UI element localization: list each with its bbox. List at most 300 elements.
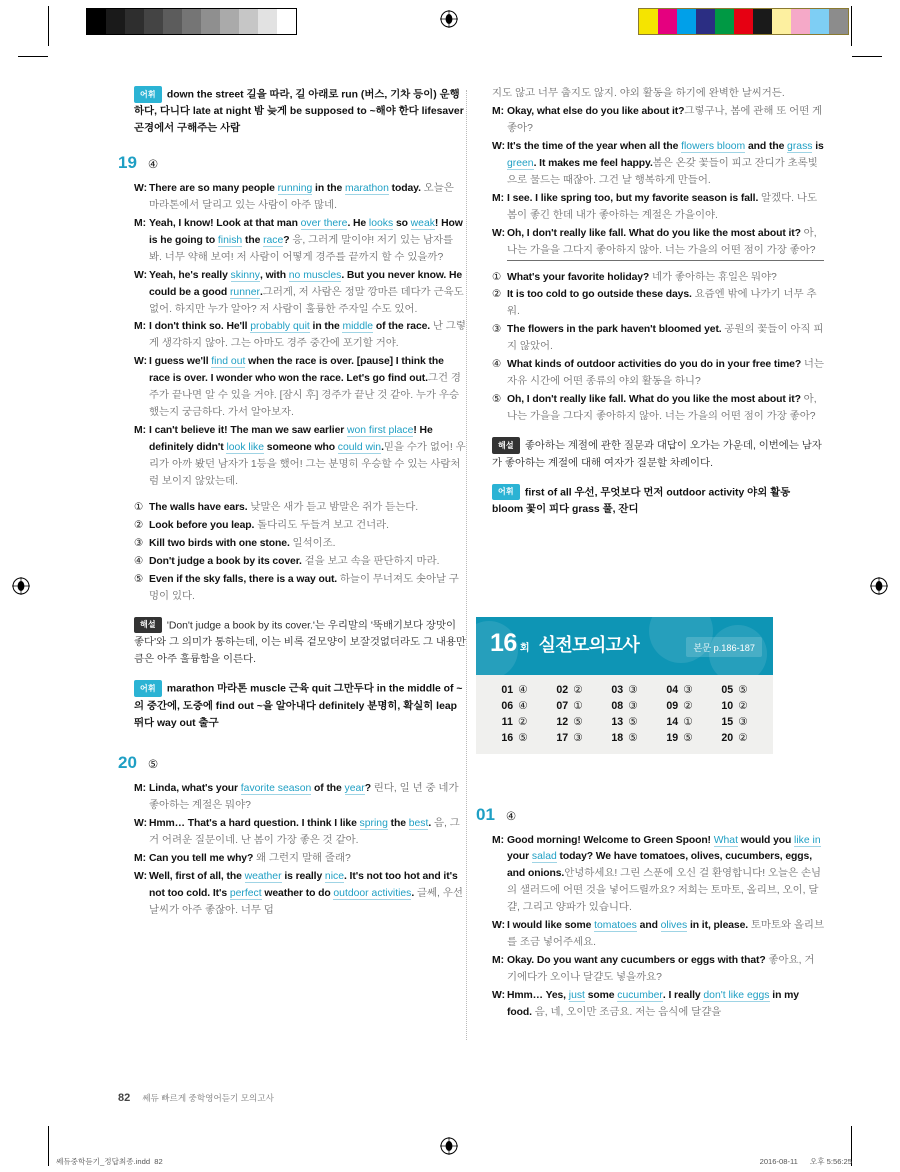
speaker-label: M: bbox=[492, 955, 505, 967]
dialogue-01 bbox=[476, 833, 824, 1022]
registration-mark-bottom bbox=[440, 1137, 458, 1155]
page-reference-badge: 본문 p.186-187 bbox=[686, 637, 762, 657]
dialogue-line bbox=[118, 851, 466, 868]
keyword: finish bbox=[217, 234, 243, 246]
keyword: best bbox=[408, 817, 429, 829]
dialogue-text bbox=[149, 268, 466, 319]
choice-english: Look before you leap. bbox=[149, 519, 258, 531]
dialogue-line bbox=[476, 833, 824, 918]
choice-english: Kill two birds with one stone. bbox=[149, 537, 293, 549]
answer-value: ④ bbox=[518, 684, 528, 696]
answer-key-title-group bbox=[490, 631, 639, 657]
question-number: 19 bbox=[118, 153, 137, 173]
choice-english: The flowers in the park haven't bloomed yet. bbox=[507, 324, 725, 336]
answer-key-cell bbox=[708, 684, 761, 696]
explanation-text: 좋아하는 계절에 관한 질문과 대답이 오가는 가운데, 이번에는 남자가 좋아하는 계절에 대해 여자가 질문할 차례이다. bbox=[492, 440, 822, 469]
choice-text bbox=[149, 518, 466, 535]
choice-korean: 공원의 꽃들이 아직 피지 않았어. bbox=[507, 324, 824, 353]
answer-key-cell bbox=[653, 732, 706, 744]
question-answer: ⑤ bbox=[147, 759, 159, 772]
color-swatch bbox=[677, 9, 696, 34]
keyword: just bbox=[568, 990, 585, 1002]
korean-translation: 그건 경주가 끝나면 알 수 있을 거야. [잠시 후] 경주가 끝난 것 같아. 누가 우승했는지 궁금하다. 가서 알아보자. bbox=[149, 373, 461, 419]
registration-mark-right bbox=[870, 577, 888, 595]
keyword: skinny bbox=[230, 269, 260, 281]
grayscale-swatch bbox=[220, 9, 239, 34]
korean-translation: 안녕하세요! 그린 스푼에 오신 걸 환영합니다! 오늘은 손님의 샐러드에 어떤 것을 넣어드릴까요? 저희는 토마토, 올리브, 오이, 달걀, 그리고 양파가 있습니다. bbox=[507, 868, 822, 914]
answer-key-cell bbox=[543, 716, 596, 728]
korean-translation: 아, 나는 가을을 그다지 좋아하지 않아. 너는 가을의 어떤 점이 가장 좋아? bbox=[507, 227, 817, 256]
answer-key-cell bbox=[708, 716, 761, 728]
answer-key-cell bbox=[488, 716, 541, 728]
grayscale-swatch bbox=[277, 9, 296, 34]
print-timestamp: 2016-08-11 오후 5:56:25 bbox=[759, 1157, 852, 1166]
vocab-items: marathon 마라톤 muscle 근육 quit 그만두다 in the middle of ~의 중간에, 도중에 find out ~을 알아내다 definitely 분명히, 확실히 leap 뛰다 way out 출구 bbox=[134, 683, 463, 729]
answer-key-card bbox=[476, 617, 773, 754]
dialogue-line bbox=[118, 869, 466, 920]
dialogue-text bbox=[149, 319, 466, 353]
question-number: 20 bbox=[118, 753, 137, 773]
color-swatch bbox=[734, 9, 753, 34]
english-text: weather to do bbox=[261, 887, 334, 899]
korean-translation: 알겠다. 나도 봄이 좋긴 한데 내가 좋아하는 계절은 가을이야. bbox=[507, 192, 818, 221]
vocabulary-badge: 어휘 bbox=[492, 484, 520, 501]
dialogue-text bbox=[149, 816, 466, 850]
dialogue-text bbox=[507, 833, 824, 918]
dialogue-text bbox=[149, 781, 466, 815]
korean-continuation-line bbox=[476, 86, 824, 103]
choice-number: ② bbox=[492, 289, 502, 301]
choice-korean: 아, 나는 가을을 그다지 좋아하지 않아. 너는 가을의 어떤 점이 가장 좋아? bbox=[507, 394, 817, 423]
grayscale-swatch bbox=[163, 9, 182, 34]
explanation-badge: 해설 bbox=[492, 437, 520, 454]
keyword: could win bbox=[337, 442, 382, 454]
dialogue-line bbox=[476, 139, 824, 190]
keyword: nice bbox=[324, 870, 344, 882]
dialogue-line bbox=[118, 319, 466, 353]
english-text: Well, first of all, the bbox=[149, 870, 245, 882]
english-text: today. bbox=[388, 182, 424, 194]
answer-value: ③ bbox=[573, 732, 583, 744]
english-text: Okay, what else do you like about it? bbox=[507, 105, 685, 117]
english-text: . He bbox=[347, 217, 369, 229]
choice-english: Don't judge a book by its cover. bbox=[149, 555, 305, 567]
korean-translation: 오늘은 마라톤에서 달리고 있는 사람이 아주 많네. bbox=[149, 182, 454, 211]
speaker-label: M: bbox=[134, 782, 147, 794]
keyword: year bbox=[344, 782, 365, 794]
choice-korean: 일석이조. bbox=[292, 537, 336, 549]
english-text: your bbox=[507, 851, 532, 863]
dialogue-line bbox=[476, 918, 824, 952]
keyword: perfect bbox=[229, 887, 262, 899]
choice-text bbox=[507, 287, 824, 321]
english-text: , with bbox=[260, 269, 289, 281]
choice-item bbox=[134, 536, 466, 553]
korean-translation: 그렇구나, 봄에 관해 또 어떤 게 좋아? bbox=[507, 105, 823, 134]
speaker-label: W: bbox=[492, 227, 506, 239]
dialogue-text bbox=[149, 216, 466, 267]
korean-translation: 난 그렇게 생각하지 않아. 그는 아마도 경주 중간에 포기할 거야. bbox=[149, 321, 466, 350]
speaker-label: M: bbox=[134, 217, 147, 229]
color-swatch bbox=[639, 9, 658, 34]
answer-value: ⑤ bbox=[628, 716, 638, 728]
answer-question-number: 11 bbox=[501, 716, 513, 728]
speaker-label: M: bbox=[134, 321, 147, 333]
answer-key-cell bbox=[543, 700, 596, 712]
speaker-label: W: bbox=[134, 269, 148, 281]
choice-number: ② bbox=[134, 519, 144, 531]
answer-key-cell bbox=[708, 732, 761, 744]
choice-item bbox=[492, 357, 824, 391]
korean-translation: 믿을 수가 없어! 우리가 아까 봤던 남자가 1등을 했어! 그는 분명히 우승할 수 있는 사람처럼 보이지 않았는데. bbox=[149, 442, 466, 488]
choice-english: The walls have ears. bbox=[149, 502, 251, 514]
choice-item bbox=[134, 500, 466, 517]
answer-value: ① bbox=[683, 716, 693, 728]
dialogue-text bbox=[507, 226, 824, 261]
choice-text bbox=[507, 392, 824, 426]
keyword: probably quit bbox=[250, 321, 310, 333]
choice-number: ④ bbox=[134, 555, 144, 567]
grayscale-swatch bbox=[258, 9, 277, 34]
choices-20 bbox=[476, 270, 824, 427]
color-calibration-bar bbox=[638, 8, 849, 35]
keyword: tomatoes bbox=[594, 920, 637, 932]
answer-key-cell bbox=[653, 684, 706, 696]
answer-value: ③ bbox=[628, 684, 638, 696]
answer-key-header bbox=[476, 617, 773, 675]
color-swatch bbox=[753, 9, 772, 34]
english-text: I see. I like spring too, but my favorite season is fall. bbox=[507, 192, 762, 204]
dialogue-text bbox=[149, 423, 466, 491]
choice-number: ① bbox=[492, 271, 502, 283]
answer-value: ⑤ bbox=[573, 716, 583, 728]
keyword: no muscles bbox=[288, 269, 342, 281]
question-heading-20 bbox=[118, 754, 466, 772]
dialogue-line bbox=[118, 816, 466, 850]
english-text: is bbox=[812, 140, 824, 152]
choice-text bbox=[507, 357, 824, 391]
keyword: grass bbox=[787, 140, 813, 152]
answer-value: ④ bbox=[518, 700, 528, 712]
vocab-block-20 bbox=[476, 484, 824, 519]
answer-question-number: 01 bbox=[501, 684, 514, 696]
dialogue-20 bbox=[118, 781, 466, 920]
english-text: in my food. bbox=[507, 990, 799, 1019]
dialogue-line bbox=[476, 104, 824, 138]
dialogue-text bbox=[149, 851, 466, 868]
dialogue-19 bbox=[118, 181, 466, 491]
english-text: ! How is he going to bbox=[149, 217, 463, 246]
english-text: . bbox=[428, 817, 434, 829]
grayscale-swatch bbox=[87, 9, 106, 34]
crop-mark-tr-v bbox=[851, 6, 852, 46]
grayscale-swatch bbox=[106, 9, 125, 34]
answer-question-number: 04 bbox=[666, 684, 679, 696]
choice-item bbox=[492, 392, 824, 426]
english-text: in the bbox=[312, 182, 345, 194]
english-text: of the race. bbox=[373, 321, 433, 333]
english-text: . bbox=[381, 442, 384, 454]
dialogue-line bbox=[118, 216, 466, 267]
answer-question-number: 03 bbox=[611, 684, 624, 696]
choice-english: What's your favorite holiday? bbox=[507, 271, 652, 283]
answer-value: ① bbox=[573, 700, 583, 712]
color-swatch bbox=[829, 9, 848, 34]
english-text: in the bbox=[309, 321, 343, 333]
english-text: Good morning! Welcome to Green Spoon! bbox=[507, 834, 714, 846]
dialogue-text bbox=[507, 953, 824, 987]
speaker-label: W: bbox=[134, 817, 148, 829]
dialogue-line bbox=[118, 268, 466, 319]
color-swatch bbox=[791, 9, 810, 34]
keyword: won first place bbox=[346, 425, 414, 437]
english-text: Linda, what's your bbox=[149, 782, 241, 794]
answer-question-number: 19 bbox=[666, 732, 679, 744]
answer-key-cell bbox=[543, 732, 596, 744]
crop-mark-tl-h bbox=[18, 56, 48, 57]
keyword: weather bbox=[244, 870, 282, 882]
grayscale-swatch bbox=[239, 9, 258, 34]
question-block-01 bbox=[476, 806, 824, 1023]
vocab-items: down the street 길을 따라, 길 아래로 run (버스, 기차 등이) 운행하다, 다니다 late at night 밤 늦게 be supposed to ~해야 한다 lifesaver 곤경에서 구해주는 사람 bbox=[134, 89, 464, 135]
english-text: in it, please. bbox=[687, 920, 751, 932]
color-swatch bbox=[772, 9, 791, 34]
speaker-label: W: bbox=[134, 182, 148, 194]
grayscale-swatch bbox=[182, 9, 201, 34]
vocab-items: first of all 우선, 무엇보다 먼저 outdoor activity 야외 활동 bloom 꽃이 피다 grass 풀, 잔디 bbox=[492, 487, 791, 515]
answer-value: ③ bbox=[628, 700, 638, 712]
answer-key-cell bbox=[653, 700, 706, 712]
speaker-label: W: bbox=[492, 990, 506, 1002]
choice-number: ⑤ bbox=[134, 573, 144, 585]
korean-translation: 봄은 온갖 꽃들이 피고 잔디가 초록빛으로 물드는 때잖아. 그건 날 행복하게 만들어. bbox=[507, 157, 818, 186]
crop-mark-tr-h bbox=[852, 56, 882, 57]
english-text: I don't think so. He'll bbox=[149, 321, 251, 333]
dialogue-text bbox=[507, 191, 824, 225]
keyword: find out bbox=[211, 356, 246, 368]
choice-english: Even if the sky falls, there is a way out. bbox=[149, 573, 340, 585]
round-number: 16 bbox=[490, 629, 517, 657]
answer-value: ③ bbox=[738, 716, 748, 728]
dialogue-text bbox=[507, 139, 824, 190]
choice-item bbox=[134, 518, 466, 535]
korean-translation: 좋아요, 거기에다가 오이나 달걀도 넣을까요? bbox=[507, 955, 815, 984]
english-text: someone who bbox=[264, 442, 338, 454]
answer-question-number: 20 bbox=[721, 732, 734, 744]
keyword: over there bbox=[300, 217, 348, 229]
print-filename: 쎄듀중학듣기_정답최종.indd 82 bbox=[56, 1157, 163, 1166]
keyword: olives bbox=[660, 920, 688, 932]
korean-translation: 음, 그거 어려운 질문이네. 난 봄이 가장 좋은 것 같아. bbox=[149, 817, 460, 846]
speaker-label: M: bbox=[134, 425, 147, 437]
page-footer bbox=[118, 1092, 274, 1104]
answer-question-number: 13 bbox=[611, 716, 624, 728]
english-text: There are so many people bbox=[149, 182, 278, 194]
keyword: like in bbox=[794, 834, 821, 846]
english-text: ? bbox=[283, 234, 293, 246]
dialogue-line bbox=[118, 354, 466, 422]
choice-korean: 요즘엔 밖에 나가기 너무 추워. bbox=[507, 289, 817, 318]
keyword: middle bbox=[342, 321, 374, 333]
choice-korean: 겉을 보고 속을 판단하지 마라. bbox=[304, 555, 440, 567]
answer-key-cell bbox=[598, 700, 651, 712]
choice-item bbox=[134, 572, 466, 606]
korean-translation: 토마토와 올리브를 조금 넣어주세요. bbox=[507, 920, 825, 949]
dialogue-line bbox=[476, 226, 824, 261]
dialogue-line bbox=[476, 191, 824, 225]
keyword: flowers bloom bbox=[681, 140, 746, 152]
speaker-label: M: bbox=[492, 192, 505, 204]
answer-question-number: 10 bbox=[721, 700, 734, 712]
registration-mark-top bbox=[440, 10, 458, 28]
english-text: Hmm… That's a hard question. I think I like bbox=[149, 817, 360, 829]
choice-text bbox=[507, 322, 824, 356]
choice-korean: 돌다리도 두들겨 보고 건너라. bbox=[257, 519, 390, 531]
answer-question-number: 09 bbox=[666, 700, 679, 712]
explanation-block-19 bbox=[118, 617, 466, 669]
explanation-text: 'Don't judge a book by its cover.'는 우리말의 '뚝배기보다 장맛이 좋다'와 그 의미가 통하는데, 이는 비록 겉모양이 보잘것없더라도 그 내용만큼은 아주 훌륭함을 이른다. bbox=[134, 620, 466, 666]
answer-key-cell bbox=[488, 700, 541, 712]
dialogue-20-cont bbox=[476, 104, 824, 261]
keyword: cucumber bbox=[617, 990, 663, 1002]
dialogue-text bbox=[149, 869, 466, 920]
vocab-block-19 bbox=[118, 680, 466, 732]
answer-key-cell bbox=[488, 684, 541, 696]
question-heading-01 bbox=[476, 806, 824, 824]
answer-key-cell bbox=[708, 700, 761, 712]
keyword: outdoor activities bbox=[333, 887, 412, 899]
english-text: Oh, I don't really like fall. What do you like the most about it? bbox=[507, 227, 804, 239]
speaker-label: W: bbox=[492, 920, 506, 932]
choice-english: It is too cold to go outside these days. bbox=[507, 289, 695, 301]
grayscale-swatch bbox=[125, 9, 144, 34]
keyword: looks bbox=[368, 217, 394, 229]
english-text: Yeah, I know! Look at that man bbox=[149, 217, 301, 229]
choice-korean: 네가 좋아하는 휴일은 뭐야? bbox=[651, 271, 777, 283]
page-number: 82 bbox=[118, 1092, 131, 1104]
english-text: I guess we'll bbox=[149, 356, 212, 368]
answer-question-number: 05 bbox=[721, 684, 734, 696]
choice-korean: 너는 자유 시간에 어떤 종류의 야외 활동을 하니? bbox=[507, 359, 824, 388]
english-text: Hmm… Yes, bbox=[507, 990, 569, 1002]
english-text: . bbox=[411, 887, 417, 899]
choice-text bbox=[507, 270, 824, 287]
crop-mark-tl-v bbox=[48, 6, 49, 46]
english-text: of the bbox=[311, 782, 345, 794]
answer-question-number: 12 bbox=[556, 716, 569, 728]
answer-question-number: 17 bbox=[556, 732, 569, 744]
choice-text bbox=[149, 500, 466, 517]
choice-number: ④ bbox=[492, 359, 502, 371]
keyword: weak bbox=[410, 217, 435, 229]
answer-value: ③ bbox=[683, 684, 693, 696]
english-text: when the race is over. [pause] I think the race is over. I wonder who won the race. Let's go find out. bbox=[149, 356, 444, 385]
english-text: I can't believe it! The man we saw earlier bbox=[149, 425, 347, 437]
explanation-block-20 bbox=[476, 437, 824, 472]
answer-value: ⑤ bbox=[518, 732, 528, 744]
answer-key-title: 실전모의고사 bbox=[538, 635, 640, 655]
answer-question-number: 08 bbox=[611, 700, 624, 712]
answer-key-cell bbox=[598, 684, 651, 696]
english-text: the bbox=[387, 817, 409, 829]
answer-value: ② bbox=[738, 700, 748, 712]
dialogue-line bbox=[476, 953, 824, 987]
dialogue-text bbox=[507, 918, 824, 952]
dialogue-line bbox=[476, 988, 824, 1022]
dialogue-text bbox=[507, 104, 824, 138]
dialogue-line bbox=[118, 423, 466, 491]
choice-number: ⑤ bbox=[492, 394, 502, 406]
choice-item bbox=[492, 270, 824, 287]
english-text: ? bbox=[364, 782, 374, 794]
choice-text bbox=[149, 554, 466, 571]
keyword: look like bbox=[226, 442, 264, 454]
answer-value: ⑤ bbox=[628, 732, 638, 744]
answer-question-number: 06 bbox=[501, 700, 514, 712]
english-text: Yeah, he's really bbox=[149, 269, 231, 281]
korean-translation: 응, 그러게 말이야! 저기 있는 남자를 봐. 너무 약해 보여! 저 사람이 어떻게 경주를 끝까지 할 수 있을까? bbox=[149, 234, 454, 263]
explanation-badge: 해설 bbox=[134, 617, 162, 634]
color-swatch bbox=[715, 9, 734, 34]
english-text: . It makes me feel happy. bbox=[533, 157, 653, 169]
keyword: What bbox=[713, 834, 738, 846]
dialogue-line bbox=[118, 781, 466, 815]
answer-question-number: 02 bbox=[556, 684, 569, 696]
choice-english: Oh, I don't really like fall. What do you like the most about it? bbox=[507, 394, 804, 406]
answer-value: ⑤ bbox=[683, 732, 693, 744]
english-text: . I really bbox=[662, 990, 704, 1002]
answer-value: ② bbox=[683, 700, 693, 712]
color-swatch bbox=[658, 9, 677, 34]
answer-value: ② bbox=[517, 716, 528, 728]
grayscale-calibration-bar bbox=[86, 8, 297, 35]
english-text: is really bbox=[281, 870, 325, 882]
question-answer: ④ bbox=[505, 811, 517, 823]
grayscale-swatch bbox=[201, 9, 220, 34]
answer-question-number: 07 bbox=[556, 700, 569, 712]
choice-item bbox=[134, 554, 466, 571]
question-number: 01 bbox=[476, 805, 495, 824]
answer-question-number: 15 bbox=[721, 716, 734, 728]
speaker-label: M: bbox=[134, 852, 147, 864]
color-swatch bbox=[810, 9, 829, 34]
keyword: runner bbox=[229, 286, 260, 298]
english-text: Okay. Do you want any cucumbers or eggs with that? bbox=[507, 955, 769, 967]
korean-translation: 왜 그런지 말해 줄래? bbox=[256, 852, 351, 864]
answer-question-number: 14 bbox=[666, 716, 679, 728]
speaker-label: W: bbox=[134, 356, 148, 368]
speaker-label: M: bbox=[492, 834, 505, 846]
english-text: and the bbox=[745, 140, 788, 152]
english-text: would you bbox=[737, 834, 795, 846]
vocabulary-badge: 어휘 bbox=[134, 680, 162, 697]
keyword: marathon bbox=[344, 182, 389, 194]
column-divider bbox=[466, 90, 467, 1040]
keyword: running bbox=[277, 182, 313, 194]
english-text: It's the time of the year when all the bbox=[507, 140, 682, 152]
answer-value: ② bbox=[738, 732, 748, 744]
english-text: the bbox=[242, 234, 264, 246]
choice-number: ③ bbox=[134, 537, 144, 549]
english-text: . It's not too hot and it's not too cold. It's bbox=[149, 870, 458, 899]
korean-translation: 린다, 일 년 중 네가 좋아하는 계절은 뭐야? bbox=[149, 782, 459, 811]
korean-text: 지도 않고 너무 춥지도 않지. 야외 활동을 하기에 완벽한 날씨거든. bbox=[492, 88, 785, 99]
answer-value: ⑤ bbox=[738, 684, 748, 696]
answer-key-cell bbox=[653, 716, 706, 728]
choice-english: What kinds of outdoor activities do you do in your free time? bbox=[507, 359, 804, 371]
crop-mark-bl-v bbox=[48, 1126, 49, 1166]
keyword: green bbox=[507, 157, 534, 169]
